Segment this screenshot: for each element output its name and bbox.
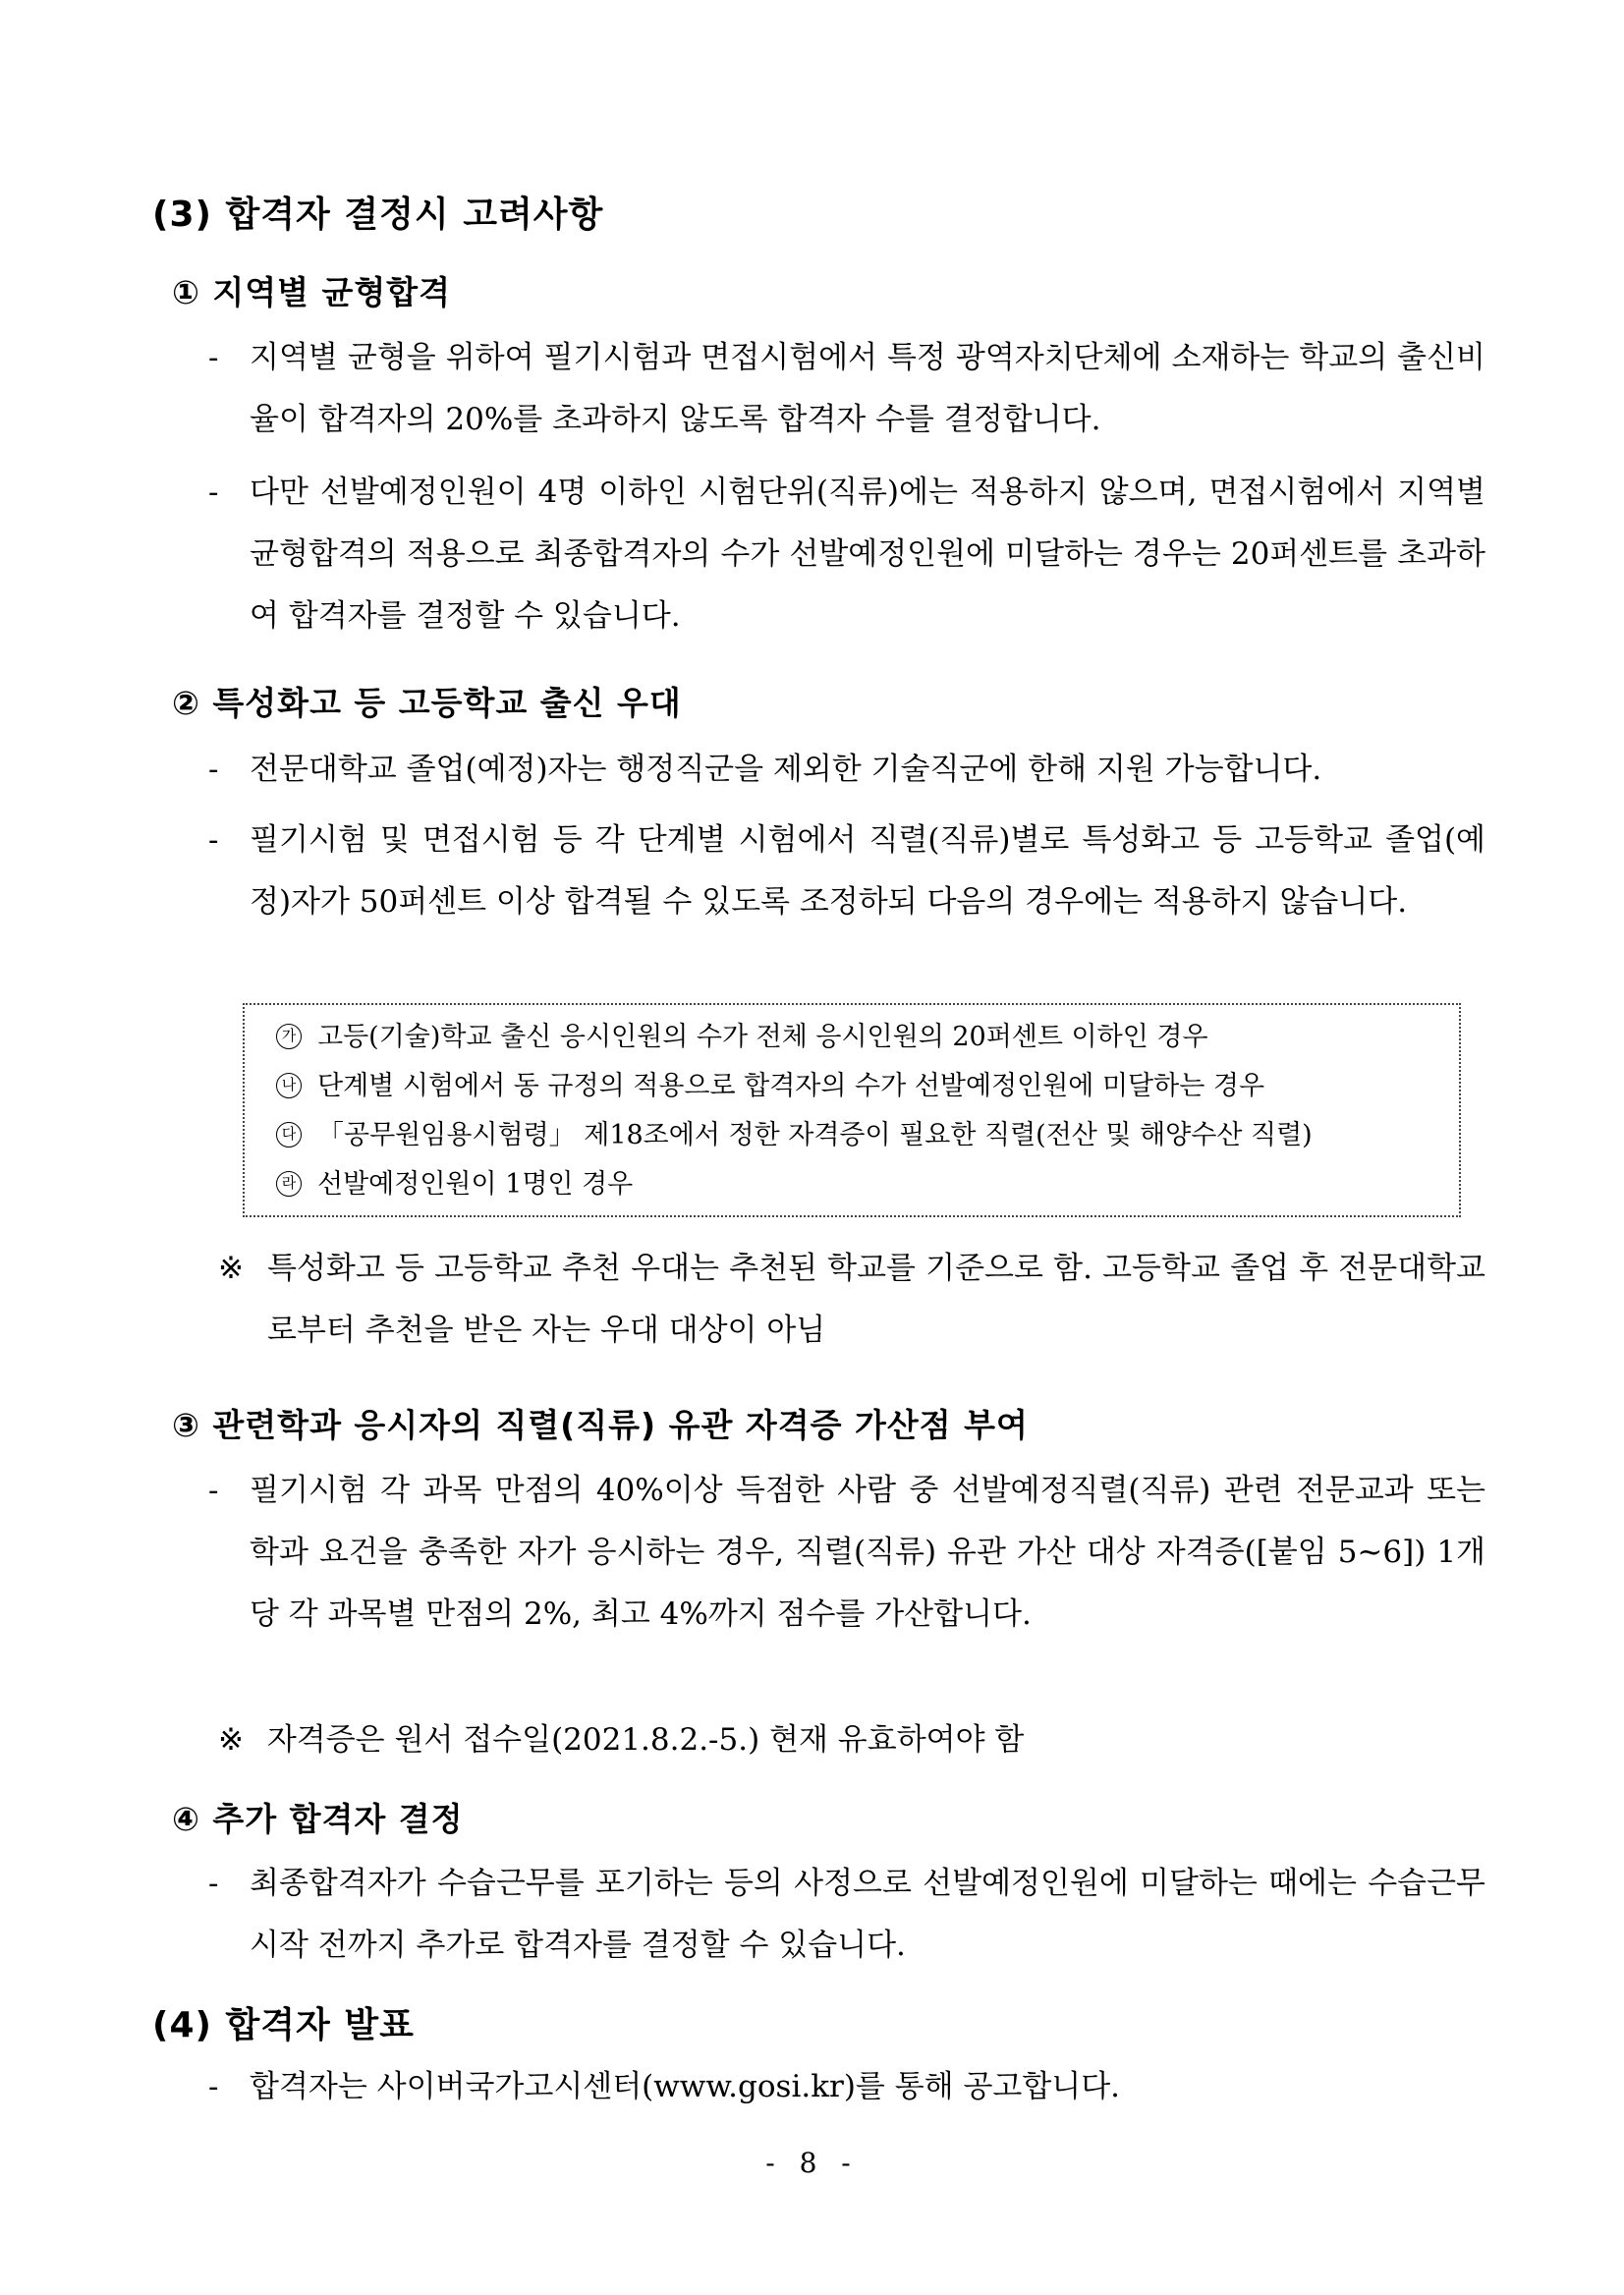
subsection-heading-additional-passers: ④ 추가 합격자 결정 xyxy=(172,1800,464,1838)
list-item xyxy=(208,810,1485,933)
list-item-text: 전문대학교 졸업(예정)자는 행정직군을 제외한 기술직군에 한해 지원 가능합니다. xyxy=(250,752,1322,787)
list-item xyxy=(208,739,1485,801)
circled-letter-badge: 나 xyxy=(276,1073,302,1098)
exception-item xyxy=(245,1160,1459,1209)
subsection-heading-high-school-preference: ② 특성화고 등 고등학교 출신 우대 xyxy=(172,684,682,722)
list-item-text: 다만 선발예정인원이 4명 이하인 시험단위(직류)에는 적용하지 않으며, 면접시험에서 지역별 균형합격의 적용으로 최종합격자의 수가 선발예정인원에 미달하는 경우는 20퍼센트를 초과하여 합격자를 결정할 수 있습니다. xyxy=(250,475,1485,634)
list-item xyxy=(208,327,1485,451)
exception-item xyxy=(245,1013,1459,1062)
list-item-text: 최종합격자가 수습근무를 포기하는 등의 사정으로 선발예정인원에 미달하는 때에는 수습근무 시작 전까지 추가로 합격자를 결정할 수 있습니다. xyxy=(250,1866,1485,1963)
list-item-text: 지역별 균형을 위하여 필기시험과 면접시험에서 특정 광역자치단체에 소재하는 학교의 출신비율이 합격자의 20%를 초과하지 않도록 합격자 수를 결정합니다. xyxy=(250,340,1485,437)
list-item xyxy=(208,1853,1485,1977)
note xyxy=(218,1238,1485,1362)
subsection-heading-certificate-bonus: ③ 관련학과 응시자의 직렬(직류) 유관 자격증 가산점 부여 xyxy=(172,1406,1029,1444)
dash-bullet: - xyxy=(208,475,219,510)
list-item-text: 합격자는 사이버국가고시센터(www.gosi.kr)를 통해 공고합니다. xyxy=(250,2069,1121,2104)
subsection-heading-regional-balance: ① 지역별 균형합격 xyxy=(172,273,452,311)
list-item xyxy=(208,2056,1485,2118)
note xyxy=(218,1714,1024,1759)
exception-text: 단계별 시험에서 동 규정의 적용으로 합격자의 수가 선발예정인원에 미달하는 경우 xyxy=(317,1071,1265,1101)
circled-letter-badge: 가 xyxy=(276,1024,302,1049)
note-text: 특성화고 등 고등학교 추천 우대는 추천된 학교를 기준으로 함. 고등학교 졸업 후 전문대학교로부터 추천을 받은 자는 우대 대상이 아님 xyxy=(267,1251,1485,1348)
list-item xyxy=(208,1460,1485,1646)
dash-bullet: - xyxy=(208,2069,219,2104)
exception-text: 「공무원임용시험령」 제18조에서 정한 자격증이 필요한 직렬(전산 및 해양수산 직렬) xyxy=(317,1120,1313,1150)
dash-bullet: - xyxy=(208,1866,219,1901)
list-item-text: 필기시험 및 면접시험 등 각 단계별 시험에서 직렬(직류)별로 특성화고 등 고등학교 졸업(예정)자가 50퍼센트 이상 합격될 수 있도록 조정하되 다음의 경우에는 적용하지 않습니다. xyxy=(250,822,1485,920)
exception-item xyxy=(245,1111,1459,1160)
page-number: - 8 - xyxy=(765,2147,859,2179)
list-item xyxy=(208,462,1485,647)
dash-bullet: - xyxy=(208,752,219,787)
dash-bullet: - xyxy=(208,340,219,375)
exception-text: 고등(기술)학교 출신 응시인원의 수가 전체 응시인원의 20퍼센트 이하인 경우 xyxy=(317,1022,1208,1052)
section-heading-4: (4) 합격자 발표 xyxy=(152,2005,415,2045)
section-heading-3: (3) 합격자 결정시 고려사항 xyxy=(152,195,604,235)
circled-letter-badge: 라 xyxy=(276,1171,302,1197)
dash-bullet: - xyxy=(208,822,219,858)
exceptions-box xyxy=(243,1003,1461,1217)
exception-text: 선발예정인원이 1명인 경우 xyxy=(317,1169,634,1200)
note-mark: ※ xyxy=(218,1251,244,1286)
note-mark: ※ xyxy=(218,1722,244,1758)
dash-bullet: - xyxy=(208,1473,219,1508)
exception-item xyxy=(245,1062,1459,1111)
circled-letter-badge: 다 xyxy=(276,1122,302,1148)
note-text: 자격증은 원서 접수일(2021.8.2.-5.) 현재 유효하여야 함 xyxy=(266,1722,1025,1758)
list-item-text: 필기시험 각 과목 만점의 40%이상 득점한 사람 중 선발예정직렬(직류) 관련 전문교과 또는 학과 요건을 충족한 자가 응시하는 경우, 직렬(직류) 유관 가산 대상 자격증([붙임 5~6]) 1개당 각 과목별 만점의 2%, 최고 4%까지 점수를 가산합니다. xyxy=(250,1473,1485,1632)
